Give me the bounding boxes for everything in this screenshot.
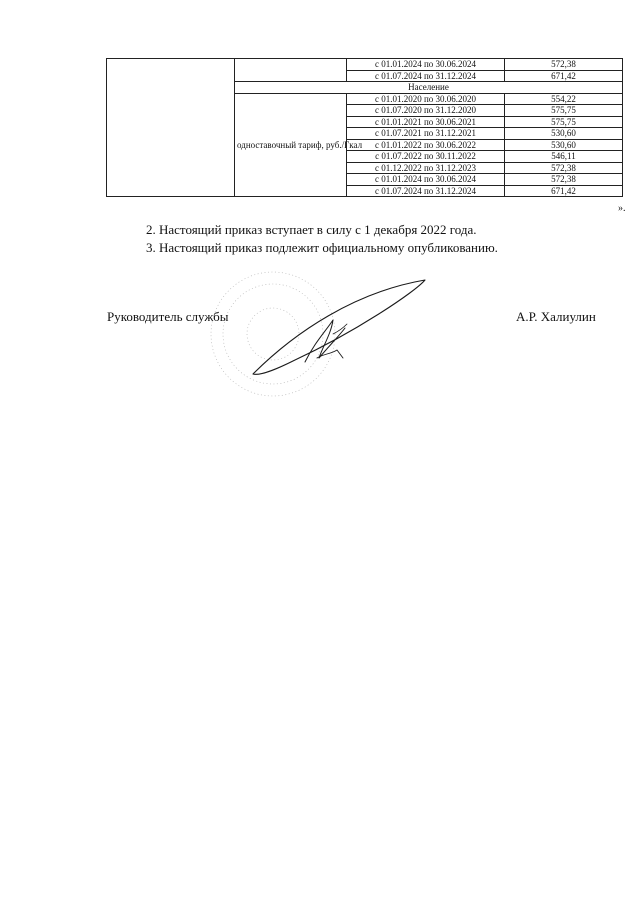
period-cell: с 01.07.2024 по 31.12.2024 (347, 70, 505, 82)
period-cell: с 01.01.2021 по 30.06.2021 (347, 116, 505, 128)
value-cell: 546,11 (505, 151, 623, 163)
period-cell: с 01.01.2024 по 30.06.2024 (347, 59, 505, 71)
empty-cell (107, 59, 235, 197)
value-cell: 671,42 (505, 70, 623, 82)
period-cell: с 01.07.2021 по 31.12.2021 (347, 128, 505, 140)
paragraph-2: 2. Настоящий приказ вступает в силу с 1 декабря 2022 года. (146, 222, 477, 237)
value-cell: 671,42 (505, 185, 623, 197)
period-cell: с 01.01.2022 по 30.06.2022 (347, 139, 505, 151)
signatory-position: Руководитель службы (107, 309, 229, 324)
value-cell: 530,60 (505, 139, 623, 151)
value-cell: 554,22 (505, 93, 623, 105)
table-row (107, 59, 623, 71)
value-cell: 575,75 (505, 116, 623, 128)
tariff-table (106, 58, 623, 197)
value-cell: 575,75 (505, 105, 623, 117)
value-cell: 572,38 (505, 162, 623, 174)
value-cell: 572,38 (505, 59, 623, 71)
period-cell: с 01.07.2024 по 31.12.2024 (347, 185, 505, 197)
value-cell: 530,60 (505, 128, 623, 140)
period-cell: с 01.07.2022 по 30.11.2022 (347, 151, 505, 163)
period-cell: с 01.01.2024 по 30.06.2024 (347, 174, 505, 186)
value-cell: 572,38 (505, 174, 623, 186)
period-cell: с 01.07.2020 по 31.12.2020 (347, 105, 505, 117)
paragraph-3: 3. Настоящий приказ подлежит официальному опубликованию. (146, 240, 498, 255)
section-label: Население (235, 82, 623, 94)
signatory-name: А.Р. Халиулин (516, 309, 596, 324)
empty-cell (235, 59, 347, 82)
period-cell: с 01.01.2020 по 30.06.2020 (347, 93, 505, 105)
period-cell: с 01.12.2022 по 31.12.2023 (347, 162, 505, 174)
closing-quote-mark: ». (618, 203, 626, 214)
signature-stamp-icon (205, 262, 435, 402)
tariff-type-cell: одноставочный тариф, руб./Гкал (235, 93, 347, 197)
